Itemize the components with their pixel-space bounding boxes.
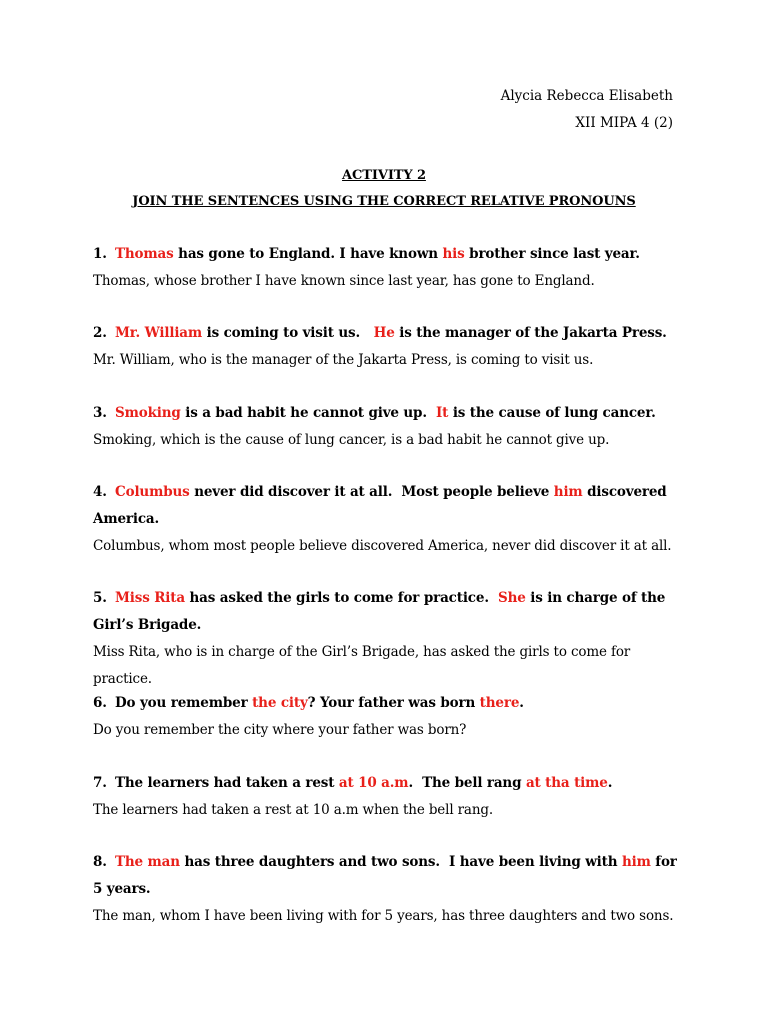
question-text: for 5 years. [93,854,677,897]
exercise-item-5 [93,585,683,693]
exercise-item-1 [93,241,683,295]
question-text: . The bell rang [408,775,526,791]
item-number: 8. [93,854,107,870]
highlight-pronoun: She [497,590,526,606]
highlight-subject: Thomas [115,246,174,262]
item-number: 4. [93,484,107,500]
instruction-title: JOIN THE SENTENCES USING THE CORRECT RELATIVE PRONOUNS [132,194,636,209]
highlight-pronoun: his [442,246,465,262]
item-number: 1. [93,246,107,262]
highlight-pronoun: It [436,405,449,421]
highlight-pronoun: him [621,854,651,870]
exercise-item-6 [93,690,683,744]
exercise-item-7 [93,770,683,824]
question-text: brother since last year. [464,246,640,262]
item-number: 7. [93,775,107,791]
question [93,849,683,903]
question-text: . [607,775,613,791]
highlight-time: at 10 a.m [338,775,409,791]
highlight-noun: the city [252,695,308,711]
highlight-subject: Smoking [115,405,181,421]
activity-title: ACTIVITY 2 [342,168,426,183]
highlight-subject: Mr. William [115,325,203,341]
question-text: has three daughters and two sons. I have been living with [179,854,622,870]
item-number: 3. [93,405,107,421]
exercise-item-3 [93,400,683,454]
highlight-adverb: there [479,695,520,711]
question-text: has asked the girls to come for practice. [184,590,498,606]
question [93,690,683,717]
highlight-subject: The man [115,854,180,870]
highlight-time: at tha time [525,775,608,791]
answer: The learners had taken a rest at 10 a.m when the bell rang. [93,802,494,818]
answer: Thomas, whose brother I have known since last year, has gone to England. [93,273,595,289]
question-text: never did discover it at all. Most people believe [189,484,554,500]
question [93,241,683,268]
question-text: . [519,695,524,711]
question-text: is in charge of the Girl’s Brigade. [93,590,666,633]
answer: The man, whom I have been living with for 5 years, has three daughters and two sons. [93,908,674,924]
item-number: 6. [93,695,107,711]
highlight-pronoun: He [373,325,395,341]
answer: Do you remember the city where your father was born? [93,722,467,738]
exercise-item-8 [93,849,683,930]
question-text: is coming to visit us. [202,325,374,341]
item-number: 5. [93,590,107,606]
question-text: is the cause of lung cancer. [448,405,656,421]
answer: Columbus, whom most people believe discovered America, never did discover it at all. [93,538,672,554]
question-text: discovered America. [93,484,667,527]
answer: Miss Rita, who is in charge of the Girl’s Brigade, has asked the girls to come for practice. [93,644,631,687]
highlight-subject: Miss Rita [115,590,185,606]
question [93,770,683,797]
answer: Mr. William, who is the manager of the Jakarta Press, is coming to visit us. [93,352,594,368]
question-text: is the manager of the Jakarta Press. [394,325,667,341]
question [93,400,683,427]
question-text: ? Your father was born [307,695,480,711]
question-text: is a bad habit he cannot give up. [180,405,437,421]
item-number: 2. [93,325,107,341]
question [93,585,683,639]
student-name: Alycia Rebecca Elisabeth [500,88,673,104]
exercise-item-4 [93,479,683,560]
question-text: Do you remember [115,695,253,711]
answer: Smoking, which is the cause of lung cancer, is a bad habit he cannot give up. [93,432,610,448]
question-text: The learners had taken a rest [115,775,339,791]
question [93,320,683,347]
highlight-pronoun: him [553,484,583,500]
question [93,479,683,533]
exercise-item-2 [93,320,683,374]
student-class: XII MIPA 4 (2) [575,115,673,131]
highlight-subject: Columbus [115,484,190,500]
question-text: has gone to England. I have known [173,246,443,262]
